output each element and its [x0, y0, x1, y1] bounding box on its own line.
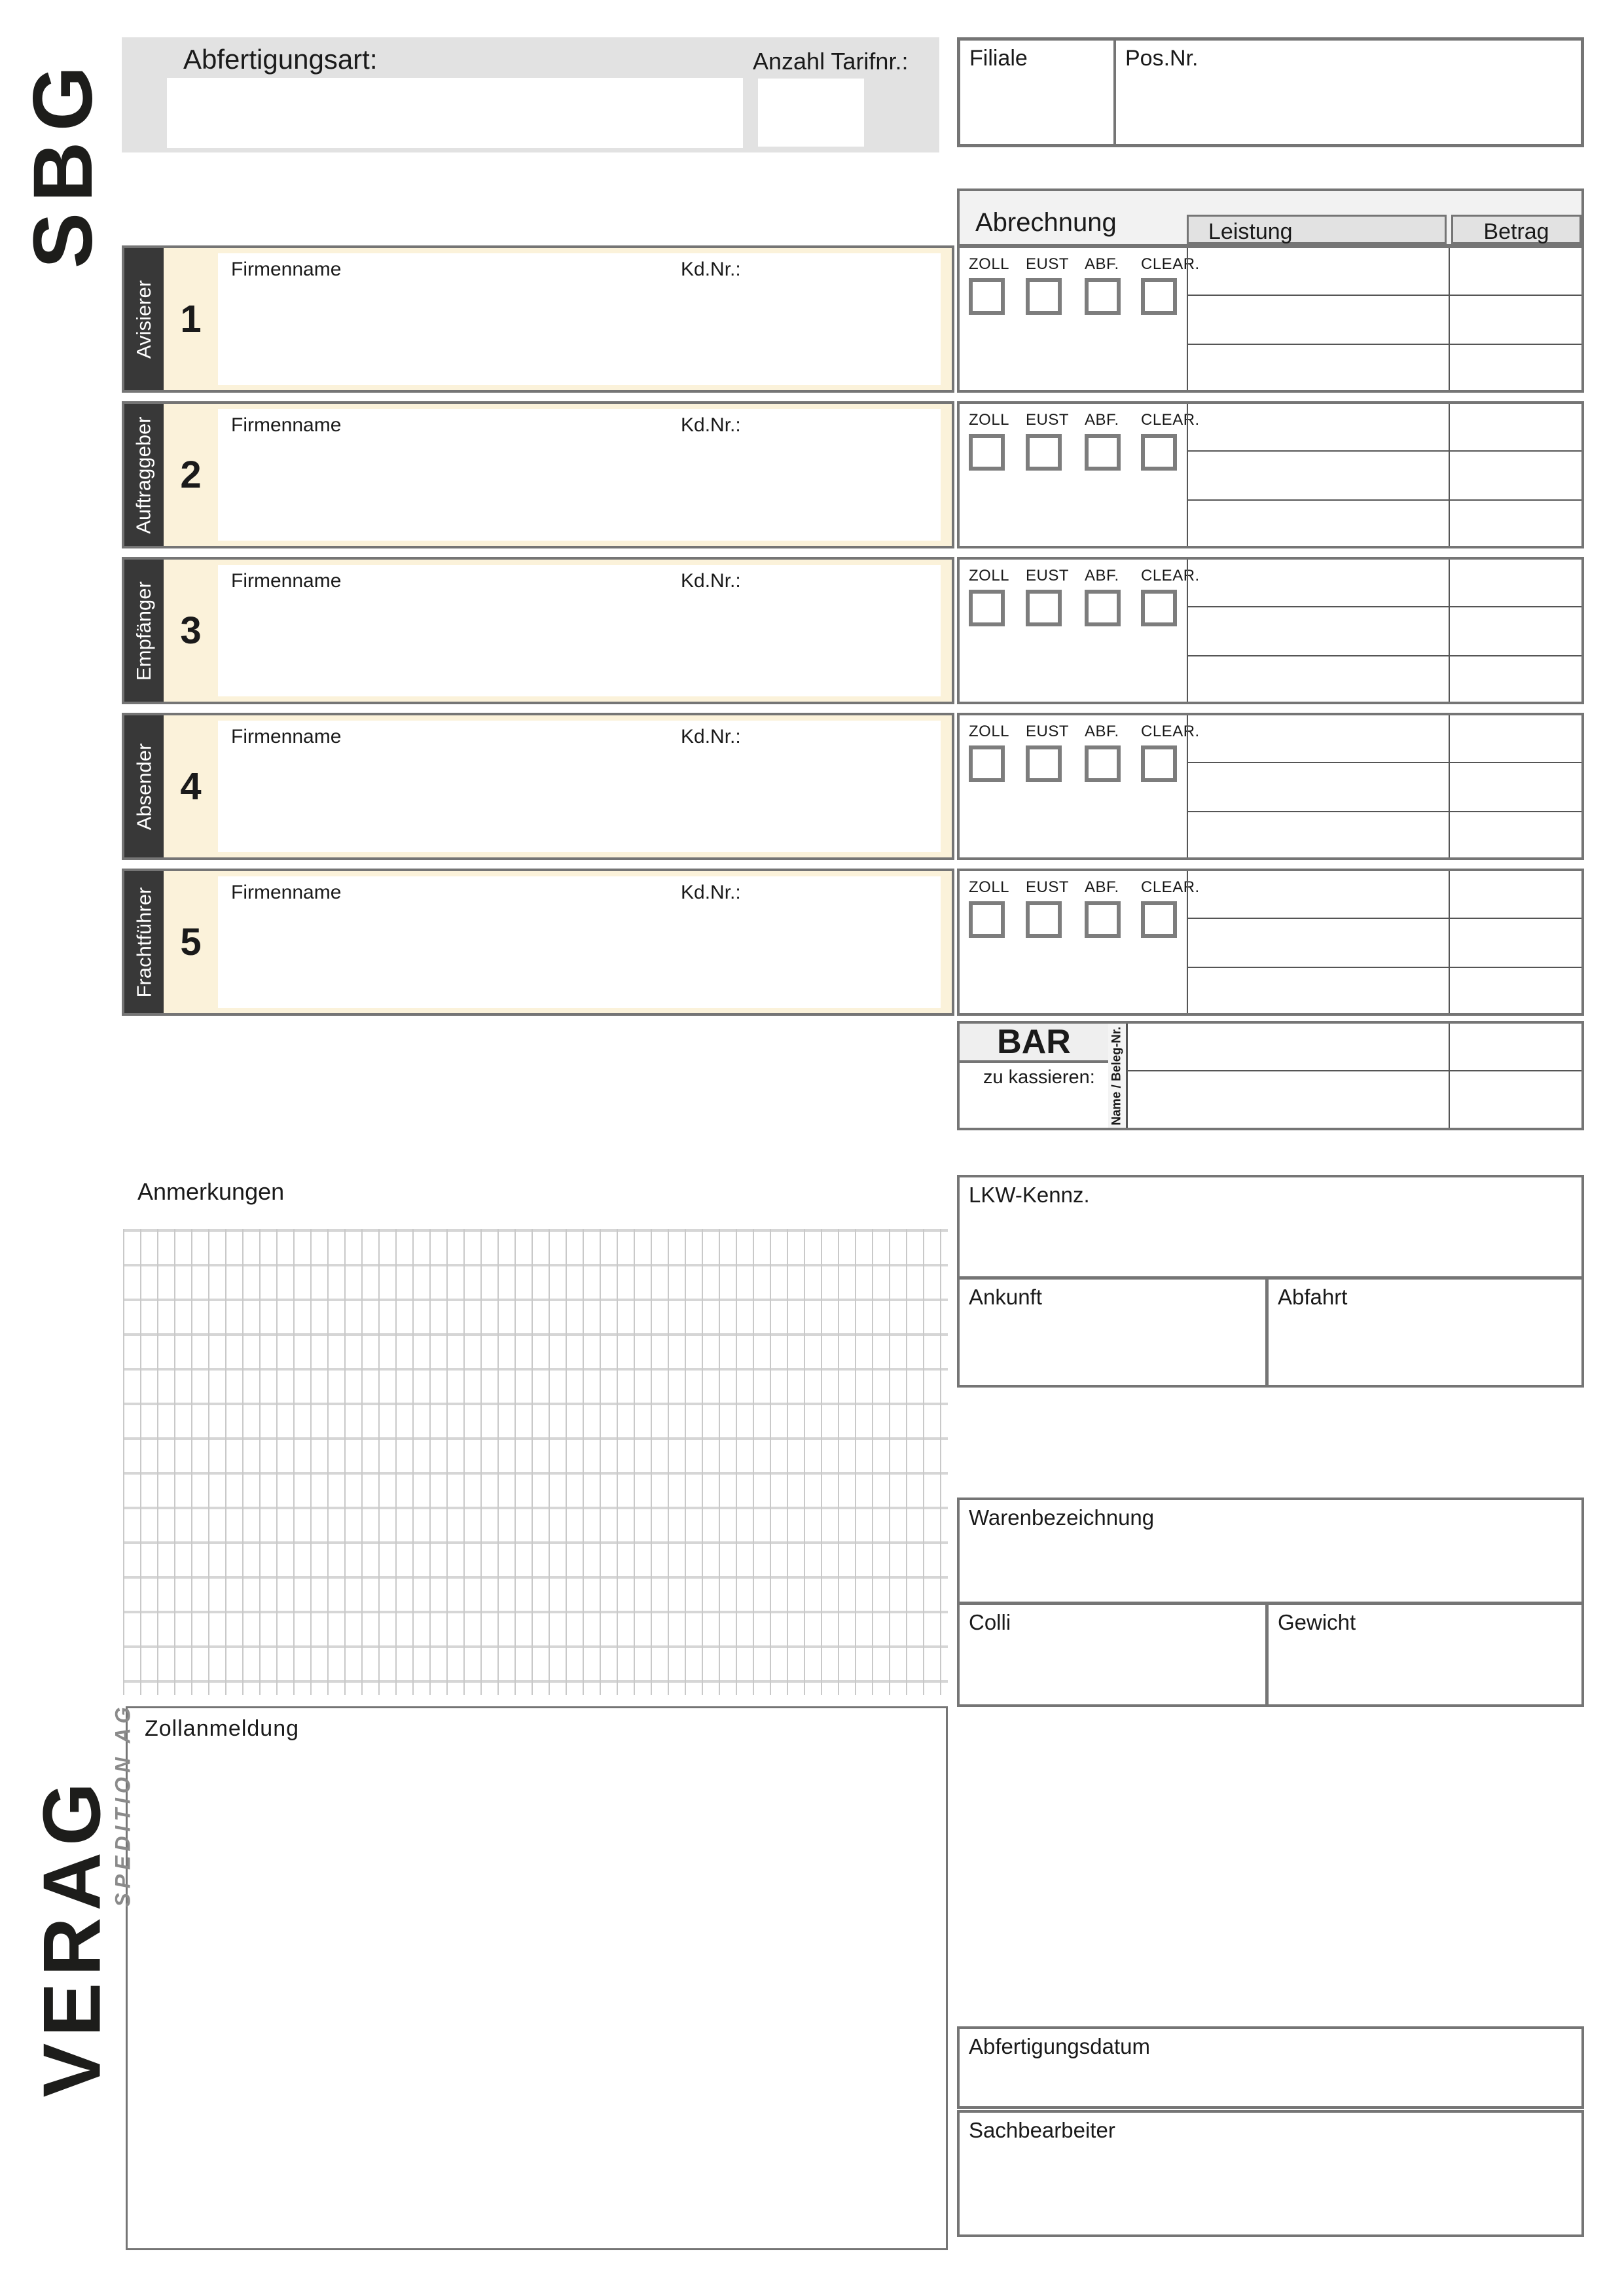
abf-label: ABF. — [1085, 723, 1119, 740]
firmenname-label: Firmenname — [231, 726, 342, 747]
filiale-label: Filiale — [969, 46, 1028, 71]
name-beleg-strip — [1108, 1024, 1128, 1128]
spedition-ag-text: SPEDITION AG — [111, 1702, 135, 1907]
firmenname-label: Firmenname — [231, 414, 342, 436]
eust-label: EUST — [1026, 878, 1070, 896]
sbg-logo-text: SBG — [16, 55, 111, 269]
leistung-cells[interactable] — [1187, 871, 1449, 1013]
betrag-cells[interactable] — [1449, 248, 1581, 390]
checkbox-zoll[interactable] — [969, 745, 1005, 782]
abf-label: ABF. — [1085, 567, 1119, 584]
colli-label: Colli — [969, 1610, 1011, 1634]
anmerkungen-label: Anmerkungen — [137, 1178, 285, 1205]
zoll-label: ZOLL — [969, 255, 1010, 273]
gewicht-label: Gewicht — [1278, 1610, 1356, 1634]
checkbox-zoll[interactable] — [969, 434, 1005, 471]
filiale-field[interactable] — [960, 41, 1113, 144]
zoll-label: ZOLL — [969, 878, 1010, 896]
zu-kassieren-field[interactable] — [960, 1063, 1111, 1128]
anzahl-tarifnr-input[interactable] — [758, 79, 864, 147]
bar-section — [957, 1021, 1584, 1130]
row-role-label — [124, 715, 164, 857]
kdnr-label: Kd.Nr.: — [681, 570, 741, 592]
party-row-auftraggeber — [122, 401, 954, 548]
lkw-box — [957, 1175, 1584, 1388]
row-role-text: Avisierer — [132, 279, 155, 359]
checkbox-eust[interactable] — [1026, 901, 1062, 938]
firmenname-field[interactable] — [218, 565, 941, 696]
firmenname-field[interactable] — [218, 409, 941, 541]
bar-betrag-cells[interactable] — [1450, 1024, 1581, 1128]
zollanmeldung-field[interactable] — [126, 1706, 948, 2250]
sachbearbeiter-label: Sachbearbeiter — [969, 2118, 1115, 2142]
party-row-frachtfuehrer — [122, 869, 954, 1016]
betrag-cells[interactable] — [1449, 715, 1581, 857]
betrag-cells[interactable] — [1449, 404, 1581, 546]
row-line — [1187, 295, 1581, 296]
row-line — [1187, 762, 1581, 763]
abfahrt-field[interactable] — [1269, 1280, 1581, 1385]
abfertigungsdatum-label: Abfertigungsdatum — [969, 2034, 1151, 2058]
posnr-label: Pos.Nr. — [1125, 46, 1199, 71]
row-line — [1187, 967, 1581, 968]
row-number: 1 — [180, 298, 202, 340]
row-line — [1187, 918, 1581, 919]
row-role-label — [124, 248, 164, 390]
kdnr-label: Kd.Nr.: — [681, 414, 741, 436]
row-number: 2 — [180, 454, 202, 496]
abfahrt-label: Abfahrt — [1278, 1285, 1348, 1309]
eust-label: EUST — [1026, 411, 1070, 429]
row-number: 4 — [180, 765, 202, 808]
colli-field[interactable] — [960, 1605, 1265, 1704]
abrechnung-header — [957, 188, 1584, 247]
leistung-cells[interactable] — [1187, 248, 1449, 390]
row-line — [1187, 655, 1581, 656]
row-role-label — [124, 404, 164, 546]
spedition-ag-logo — [107, 1683, 139, 1926]
row-role-text: Frachtführer — [132, 887, 155, 997]
abrechnung-section-2 — [957, 401, 1584, 548]
checkbox-zoll[interactable] — [969, 590, 1005, 626]
clear-label: CLEAR. — [1141, 723, 1200, 740]
checkbox-eust[interactable] — [1026, 745, 1062, 782]
leistung-cells[interactable] — [1187, 715, 1449, 857]
lkw-kennz-label: LKW-Kennz. — [969, 1183, 1090, 1207]
checkbox-clear[interactable] — [1141, 590, 1177, 626]
eust-label: EUST — [1026, 723, 1070, 740]
checkbox-abf[interactable] — [1085, 590, 1121, 626]
leistung-cells[interactable] — [1187, 404, 1449, 546]
kdnr-label: Kd.Nr.: — [681, 259, 741, 280]
ankunft-label: Ankunft — [969, 1285, 1042, 1309]
checkbox-eust[interactable] — [1026, 590, 1062, 626]
eust-label: EUST — [1026, 567, 1070, 584]
abfertigungsart-panel — [122, 37, 939, 152]
clear-label: CLEAR. — [1141, 411, 1200, 429]
row-line — [1187, 344, 1581, 345]
anmerkungen-grid[interactable] — [123, 1229, 948, 1695]
row-line — [1187, 499, 1581, 501]
row-number: 3 — [180, 609, 202, 652]
abrechnung-section-5 — [957, 869, 1584, 1016]
clear-label: CLEAR. — [1141, 255, 1200, 273]
row-line — [1128, 1070, 1581, 1071]
row-role-label — [124, 871, 164, 1013]
abrechnung-section-1 — [957, 245, 1584, 393]
kdnr-label: Kd.Nr.: — [681, 882, 741, 903]
row-role-text: Empfänger — [132, 581, 156, 681]
clear-label: CLEAR. — [1141, 878, 1200, 896]
bar-leistung-cells[interactable] — [1129, 1024, 1449, 1128]
verag-logo-text: VERAG — [27, 1776, 117, 2098]
firmenname-field[interactable] — [218, 876, 941, 1008]
abfertigungsart-input[interactable] — [167, 78, 743, 148]
checkbox-clear[interactable] — [1141, 278, 1177, 315]
lkw-kennz-field[interactable] — [960, 1177, 1581, 1276]
zoll-label: ZOLL — [969, 567, 1010, 584]
row-line — [1187, 811, 1581, 812]
eust-label: EUST — [1026, 255, 1070, 273]
sbg-logo — [16, 36, 111, 288]
checkbox-abf[interactable] — [1085, 745, 1121, 782]
kdnr-label: Kd.Nr.: — [681, 726, 741, 747]
abrechnung-title: Abrechnung — [975, 208, 1117, 237]
bar-label-box — [960, 1024, 1111, 1063]
warenbezeichnung-label: Warenbezeichnung — [969, 1505, 1155, 1530]
betrag-cells[interactable] — [1449, 871, 1581, 1013]
anzahl-tarifnr-label: Anzahl Tarifnr.: — [753, 48, 909, 75]
firmenname-field[interactable] — [218, 721, 941, 852]
party-row-avisierer — [122, 245, 954, 393]
row-line — [1187, 606, 1581, 607]
warenbezeichnung-field[interactable] — [960, 1500, 1581, 1602]
name-beleg-label: Name / Beleg-Nr. — [1110, 1026, 1124, 1125]
posnr-field[interactable] — [1116, 41, 1581, 144]
betrag-column-header: Betrag — [1451, 215, 1581, 244]
verag-logo — [27, 1734, 117, 2139]
abf-label: ABF. — [1085, 255, 1119, 273]
zu-kassieren-label: zu kassieren: — [983, 1067, 1095, 1088]
bar-title: BAR — [997, 1023, 1071, 1061]
gewicht-field[interactable] — [1269, 1605, 1581, 1704]
ankunft-field[interactable] — [960, 1280, 1265, 1385]
row-line — [1187, 450, 1581, 452]
checkbox-eust[interactable] — [1026, 278, 1062, 315]
abf-label: ABF. — [1085, 411, 1119, 429]
zollanmeldung-label: Zollanmeldung — [145, 1716, 300, 1741]
sachbearbeiter-field[interactable] — [957, 2110, 1584, 2237]
firmenname-label: Firmenname — [231, 570, 342, 592]
leistung-column-header: Leistung — [1187, 215, 1447, 244]
firmenname-field[interactable] — [218, 253, 941, 385]
checkbox-abf[interactable] — [1085, 901, 1121, 938]
waren-box — [957, 1498, 1584, 1707]
abfertigungsart-label: Abfertigungsart: — [183, 44, 378, 75]
abrechnung-section-3 — [957, 557, 1584, 704]
checkbox-eust[interactable] — [1026, 434, 1062, 471]
checkbox-zoll[interactable] — [969, 278, 1005, 315]
firmenname-label: Firmenname — [231, 882, 342, 903]
filiale-posnr-box — [957, 37, 1584, 147]
checkbox-abf[interactable] — [1085, 278, 1121, 315]
leistung-cells[interactable] — [1187, 560, 1449, 702]
row-role-text: Auftraggeber — [132, 416, 156, 534]
zoll-label: ZOLL — [969, 723, 1010, 740]
row-role-label — [124, 560, 164, 702]
firmenname-label: Firmenname — [231, 259, 342, 280]
party-row-empfaenger — [122, 557, 954, 704]
abrechnung-section-4 — [957, 713, 1584, 860]
betrag-cells[interactable] — [1449, 560, 1581, 702]
checkbox-clear[interactable] — [1141, 434, 1177, 471]
abf-label: ABF. — [1085, 878, 1119, 896]
betrag-divider — [1449, 1024, 1450, 1128]
row-role-text: Absender — [132, 743, 155, 830]
checkbox-clear[interactable] — [1141, 901, 1177, 938]
party-row-absender — [122, 713, 954, 860]
clear-label: CLEAR. — [1141, 567, 1200, 584]
zoll-label: ZOLL — [969, 411, 1010, 429]
abfertigungsdatum-field[interactable] — [957, 2026, 1584, 2109]
row-number: 5 — [180, 921, 202, 963]
checkbox-zoll[interactable] — [969, 901, 1005, 938]
checkbox-clear[interactable] — [1141, 745, 1177, 782]
checkbox-abf[interactable] — [1085, 434, 1121, 471]
